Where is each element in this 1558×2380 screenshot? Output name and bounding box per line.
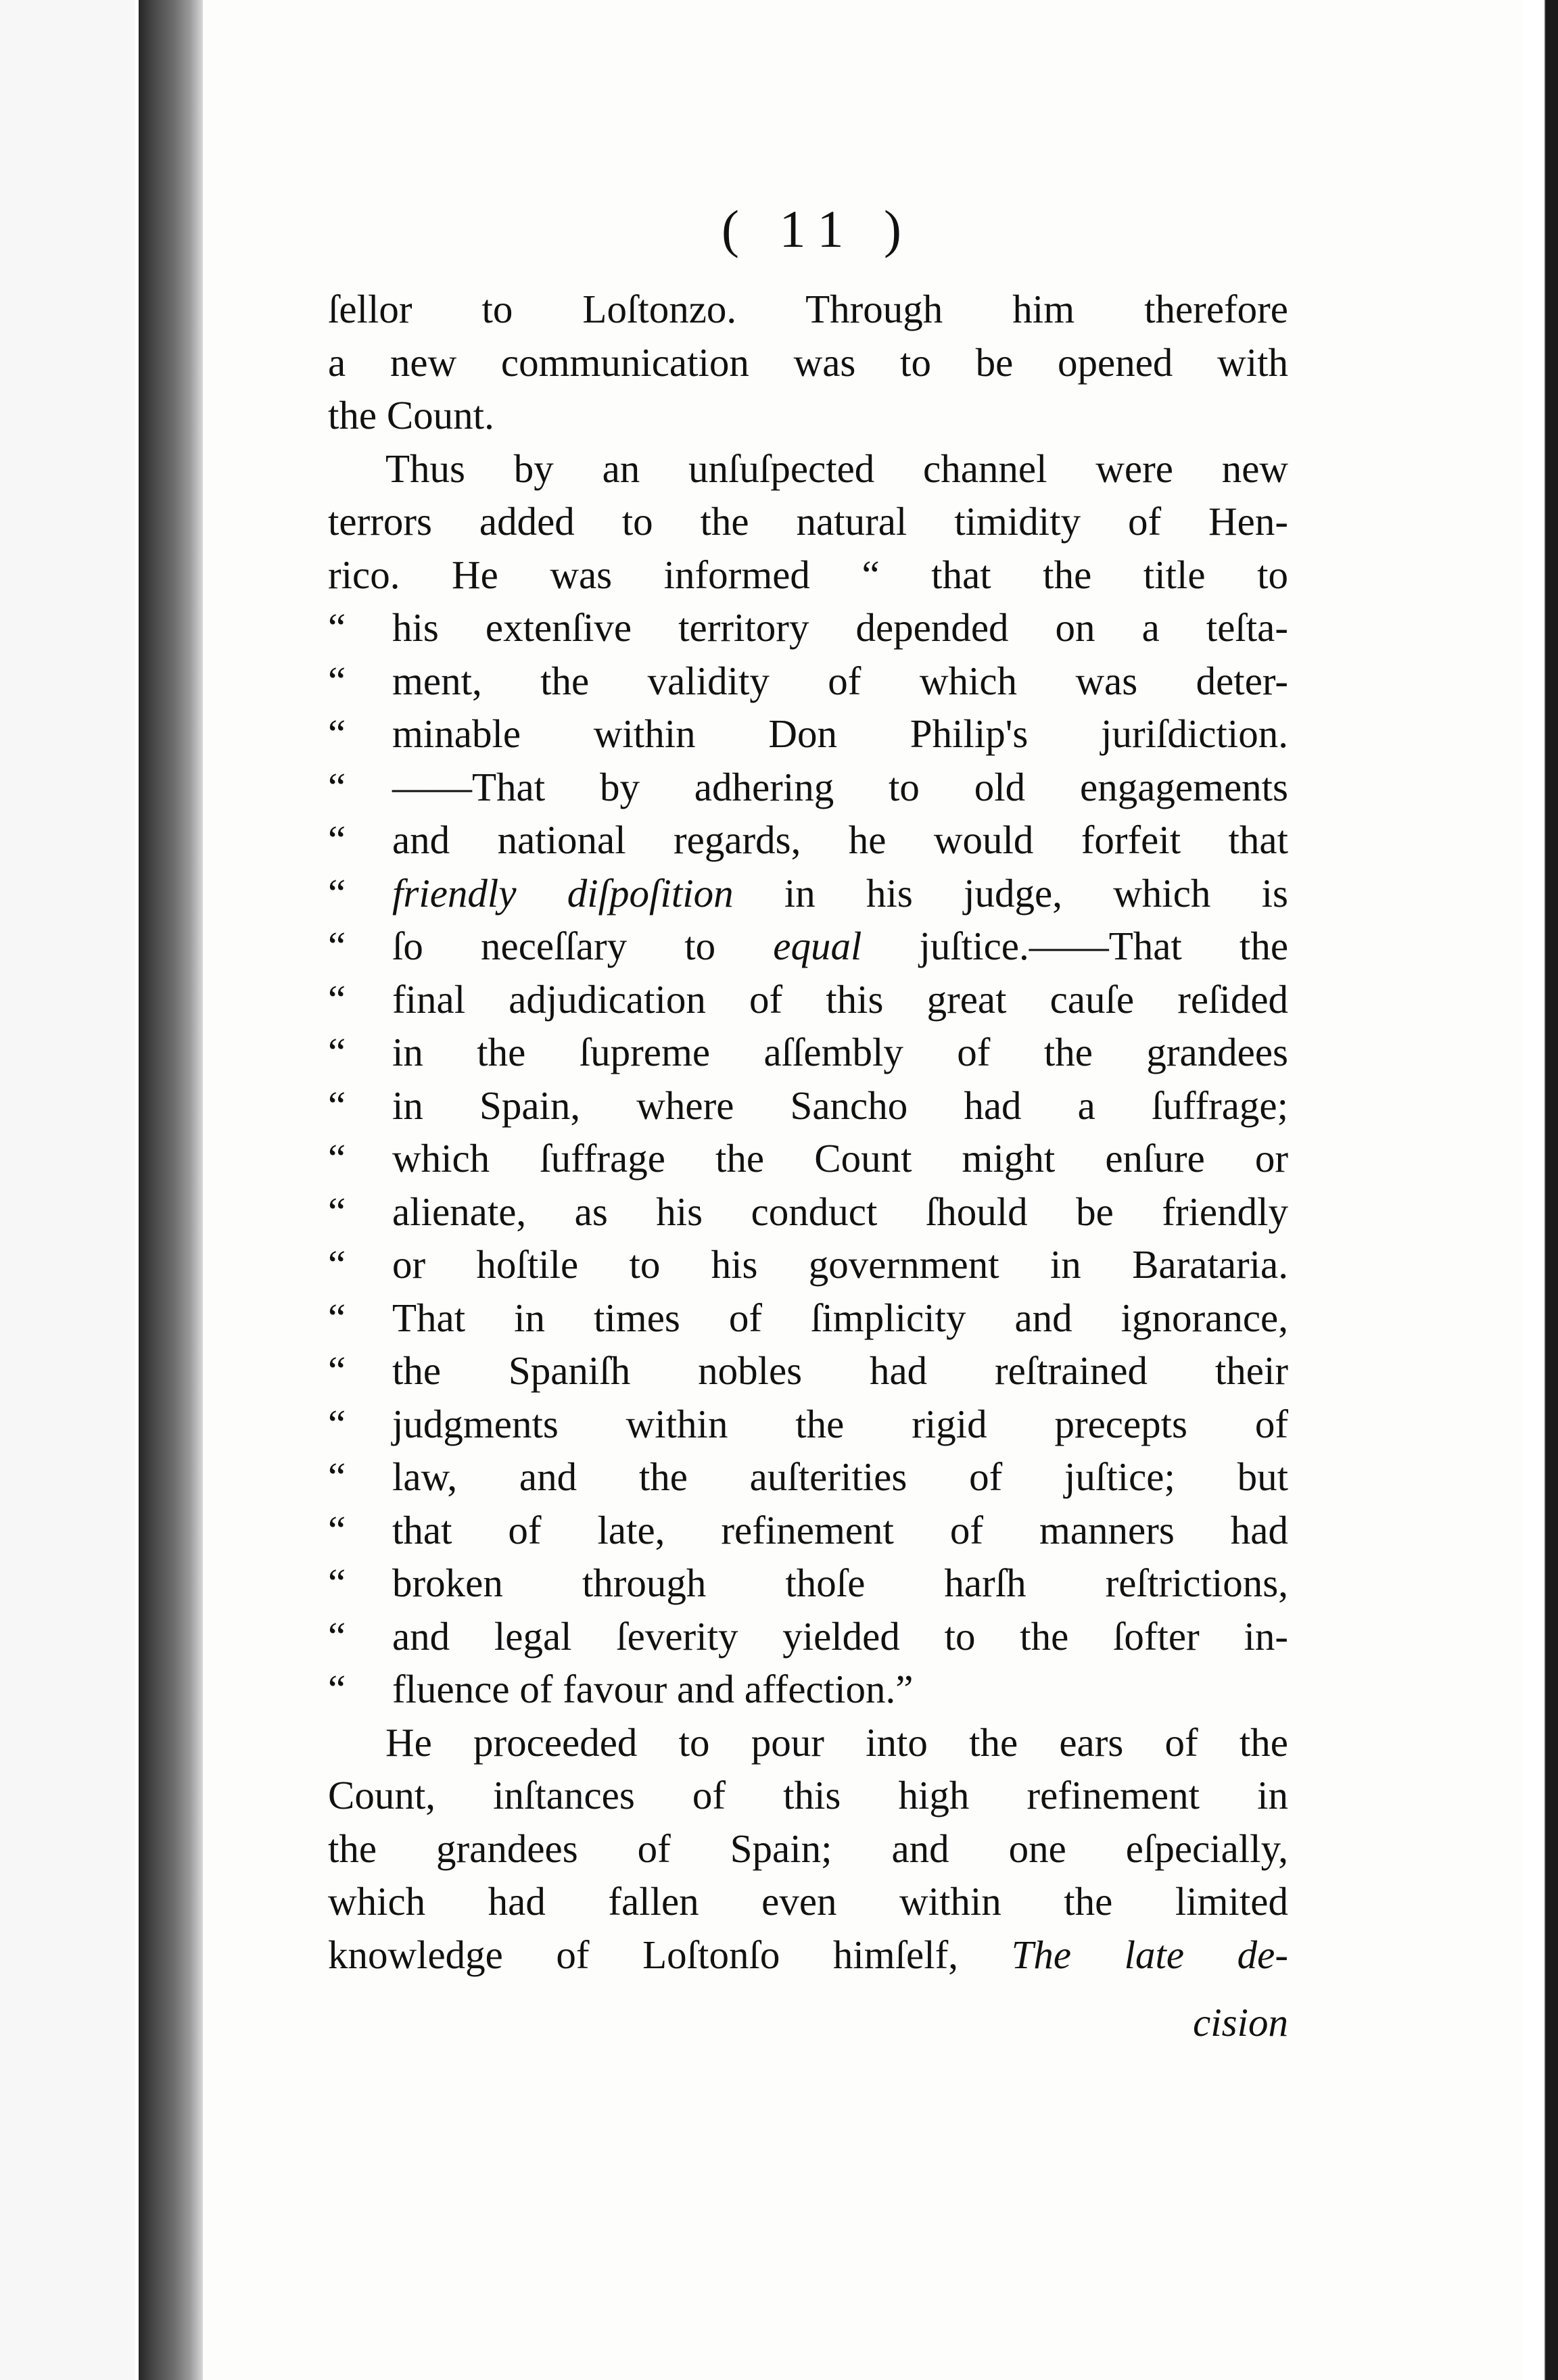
text-line: Count, inſtances of this high refinement in	[328, 1773, 1288, 1817]
quote-mark: “	[328, 1401, 346, 1446]
quoted-line: “ ——That by adhering to old engagements	[328, 761, 1288, 814]
quoted-line: “ broken through thoſe harſh reſtrictions,	[328, 1556, 1288, 1610]
quote-mark: “	[328, 924, 346, 968]
quoted-line: “ ſo neceſſary to equal juſtice.——That the	[328, 920, 1288, 973]
scan-right-border	[1523, 0, 1558, 2380]
quoted-line: “ that of late, refinement of manners had	[328, 1504, 1288, 1557]
text-line: the grandees of Spain; and one eſpecially,	[328, 1826, 1288, 1871]
body-text	[328, 283, 1288, 1981]
italic-word: equal	[773, 924, 862, 968]
italic-phrase: friendly diſpoſition	[392, 870, 734, 915]
text-line: a new communication was to be opened with	[328, 339, 1288, 385]
quote-mark: “	[328, 1613, 346, 1659]
quoted-line: “ or hoſtile to his government in Barataria.	[328, 1238, 1288, 1291]
quote-mark: “	[328, 1082, 346, 1128]
quote-mark: “	[328, 658, 346, 703]
quote-mark: “	[328, 1189, 346, 1234]
quote-mark: “	[328, 870, 346, 915]
quoted-line: “ in the ſupreme aſſembly of the grandees	[328, 1026, 1288, 1079]
quote-mark: “	[328, 1030, 346, 1074]
quoted-line: “ the Spaniſh nobles had reſtrained their	[328, 1344, 1288, 1398]
quote-mark: “	[328, 1507, 346, 1552]
quote-mark: “	[328, 1242, 346, 1287]
text-line: the Count.	[328, 393, 494, 437]
quoted-line: “ minable within Don Philip's juriſdiction.	[328, 707, 1288, 761]
quoted-line: “ fluence of favour and affection.”	[328, 1663, 1288, 1716]
quoted-line: “ That in times of ſimplicity and ignorance,	[328, 1291, 1288, 1345]
quote-mark: “	[328, 764, 346, 809]
quoted-line: “ alienate, as his conduct ſhould be friendly	[328, 1185, 1288, 1239]
book-gutter-shadow	[139, 0, 203, 2380]
quote-mark: “	[328, 1561, 346, 1605]
quoted-line: “ and national regards, he would forfeit that	[328, 813, 1288, 867]
quoted-line: “ and legal ſeverity yielded to the ſofter in-	[328, 1610, 1288, 1663]
text-line: knowledge of Loſtonſo himſelf, The late de-	[328, 1932, 1288, 1977]
text-line: rico. He was informed “ that the title to	[328, 552, 1288, 597]
italic-phrase: The late de-	[1011, 1932, 1288, 1977]
text-line: which had fallen even within the limited	[328, 1879, 1288, 1924]
quote-mark: “	[328, 976, 346, 1022]
quote-mark: “	[328, 1454, 346, 1499]
adjacent-page-edge	[0, 0, 135, 2380]
quoted-line: “ friendly diſpoſition in his judge, which is	[328, 867, 1288, 920]
quoted-line: “ his extenſive territory depended on a teſta-	[328, 601, 1288, 654]
quoted-line: “ final adjudication of this great cauſe reſided	[328, 973, 1288, 1026]
quote-mark: “	[328, 605, 346, 650]
page-number-header: ( 11 )	[721, 199, 916, 258]
text-line: He proceeded to pour into the ears of the	[385, 1719, 1288, 1765]
quoted-line: “ judgments within the rigid precepts of	[328, 1398, 1288, 1451]
text-line: terrors added to the natural timidity of Hen-	[328, 499, 1288, 544]
quote-mark: “	[328, 1136, 346, 1181]
quote-mark: “	[328, 1667, 346, 1711]
text-line: Thus by an unſuſpected channel were new	[385, 446, 1288, 491]
quote-mark: “	[328, 711, 346, 756]
quoted-line: “ which ſuffrage the Count might enſure or	[328, 1132, 1288, 1185]
quoted-line: “ law, and the auſterities of juſtice; but	[328, 1450, 1288, 1504]
quote-mark: “	[328, 817, 346, 862]
quoted-line: “ in Spain, where Sancho had a ſuffrage;	[328, 1079, 1288, 1133]
catchword: cision	[1193, 2000, 1288, 2045]
text-line: ſellor to Loſtonzo. Through him therefore	[328, 287, 1288, 331]
quoted-line: “ ment, the validity of which was deter-	[328, 654, 1288, 708]
quote-mark: “	[328, 1348, 346, 1393]
quote-mark: “	[328, 1295, 346, 1340]
